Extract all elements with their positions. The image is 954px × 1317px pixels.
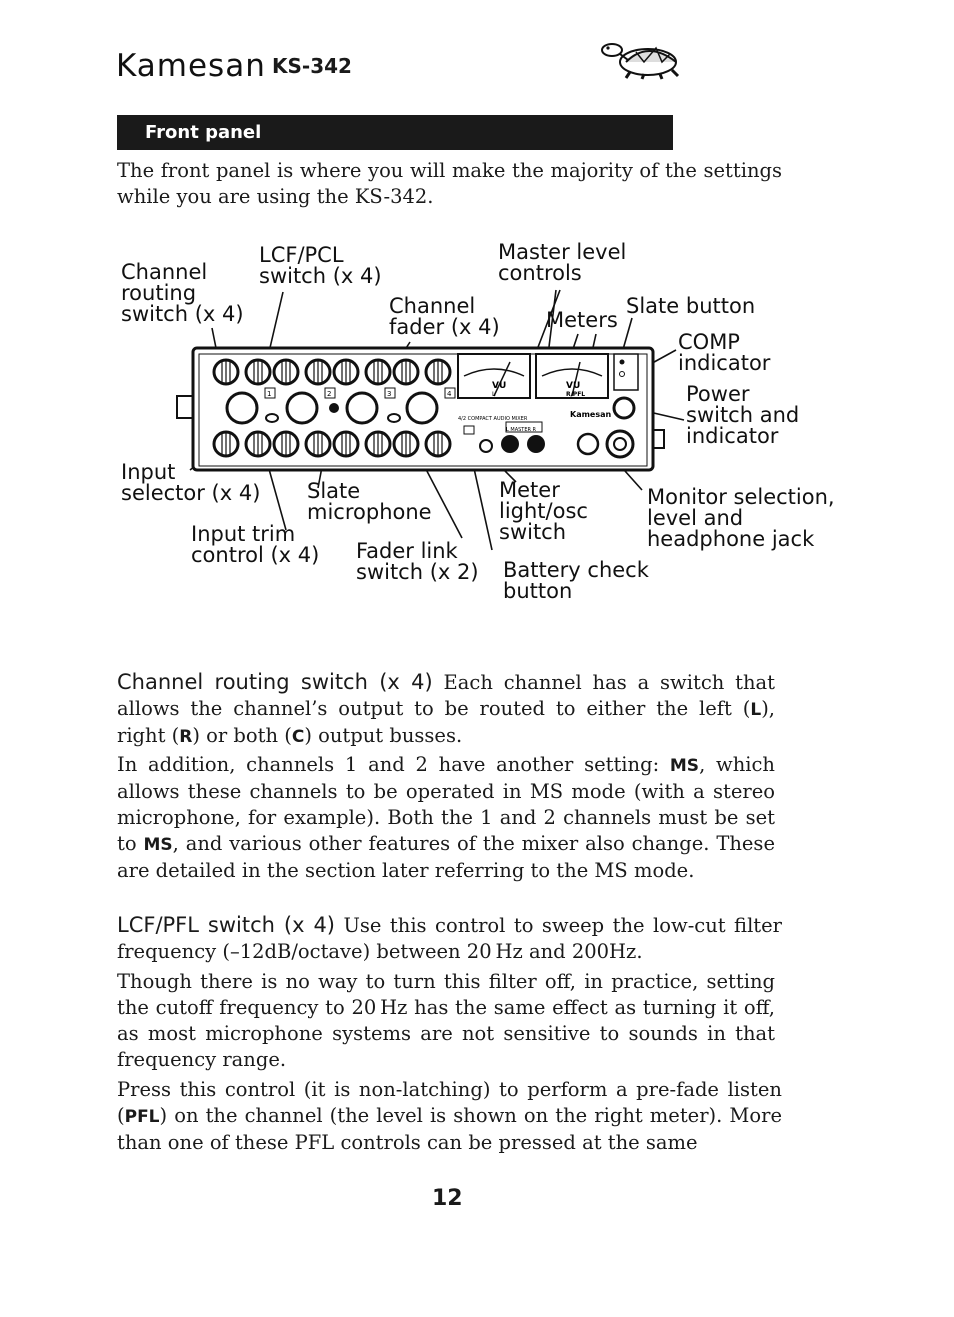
svg-text:Kamesan: Kamesan (570, 410, 612, 419)
callout-channel-routing: Channel routing switch (x 4) (121, 260, 244, 326)
lcf-filter-paragraph: Though there is no way to turn this filter off, in practice, setting the cutoff frequency to 20 Hz has the same effect as turning it off, as most microphone systems are not sensitive to sounds in that frequency range. (117, 970, 775, 1071)
callout-battery: Battery check button (503, 558, 649, 603)
page-number: 12 (432, 1186, 463, 1211)
master-level-left (501, 435, 519, 453)
meter-light-switch (480, 440, 492, 452)
ms-mode-paragraph: In addition, channels 1 and 2 have another setting: MS, which allows these channels to be operated in MS mode (with a stereo microphone, for example). Both the 1 and 2 channels must be set to MS, and various other features of the mixer also change. These are detailed in the section later referring to the MS mode. (117, 753, 775, 882)
brand-name: Kamesan (116, 48, 266, 84)
svg-text:1: 1 (267, 390, 272, 398)
lcf-section: LCF/PFL switch (x 4) Use this control to sweep the low-cut filter frequency (–12dB/octave) between 20 Hz and 200Hz. (117, 913, 782, 963)
svg-text:VU: VU (566, 381, 581, 391)
power-switch (614, 398, 634, 418)
model-name: KS-342 (272, 54, 352, 78)
callout-lcf-pcl: LCF/PCL switch (x 4) (259, 243, 382, 288)
callout-input-trim: Input trim control (x 4) (191, 522, 320, 567)
callout-fader-link: Fader link switch (x 2) (356, 539, 479, 584)
master-level-right (527, 435, 545, 453)
pfl-paragraph: Press this control (it is non-latching) to perform a pre-fade listen (PFL) on the channel (the level is shown on the right meter). More than one of these PFL controls can be pressed at the same (117, 1078, 782, 1154)
svg-text:4/2 COMPACT AUDIO MIXER: 4/2 COMPACT AUDIO MIXER (458, 416, 528, 422)
section-title: Front panel (145, 122, 262, 143)
callout-master-level: Master level controls (498, 240, 627, 285)
routing-heading: Channel routing switch (x 4) (117, 670, 433, 694)
svg-text:VU: VU (492, 381, 507, 391)
callout-channel-fader: Channel fader (x 4) (389, 294, 500, 339)
svg-text:3: 3 (387, 390, 392, 398)
callout-slate-button: Slate button (626, 294, 756, 318)
lcf-heading: LCF/PFL switch (x 4) (117, 913, 336, 937)
svg-text:R/PFL: R/PFL (566, 391, 586, 398)
svg-text:4: 4 (447, 390, 452, 398)
callout-power: Power switch and indicator (686, 382, 800, 448)
fader-link-switch-2 (388, 414, 400, 422)
monitor-level-knob (578, 434, 598, 454)
svg-text:L: L (492, 391, 496, 398)
callout-monitor: Monitor selection, level and headphone jack (647, 485, 835, 551)
slate-microphone (329, 403, 339, 413)
callout-meters: Meters (546, 308, 618, 332)
svg-text:L MASTER R: L MASTER R (506, 427, 537, 433)
callout-comp: COMP indicator (678, 330, 771, 375)
fader-link-switch-1 (266, 414, 278, 422)
callout-input-selector: Input selector (x 4) (121, 460, 261, 505)
svg-text:2: 2 (327, 390, 332, 398)
mixer-front-panel-diagram (0, 0, 954, 640)
callout-meter-light: Meter light/osc switch (499, 478, 588, 544)
callout-slate-mic: Slate microphone (307, 479, 432, 524)
intro-paragraph: The front panel is where you will make the majority of the settings while you are using the KS-342. (117, 159, 782, 208)
routing-section: Channel routing switch (x 4) Each channel has a switch that allows the channel’s output to be routed to either the left (L), right (R) or both (C) output busses. (117, 670, 775, 747)
